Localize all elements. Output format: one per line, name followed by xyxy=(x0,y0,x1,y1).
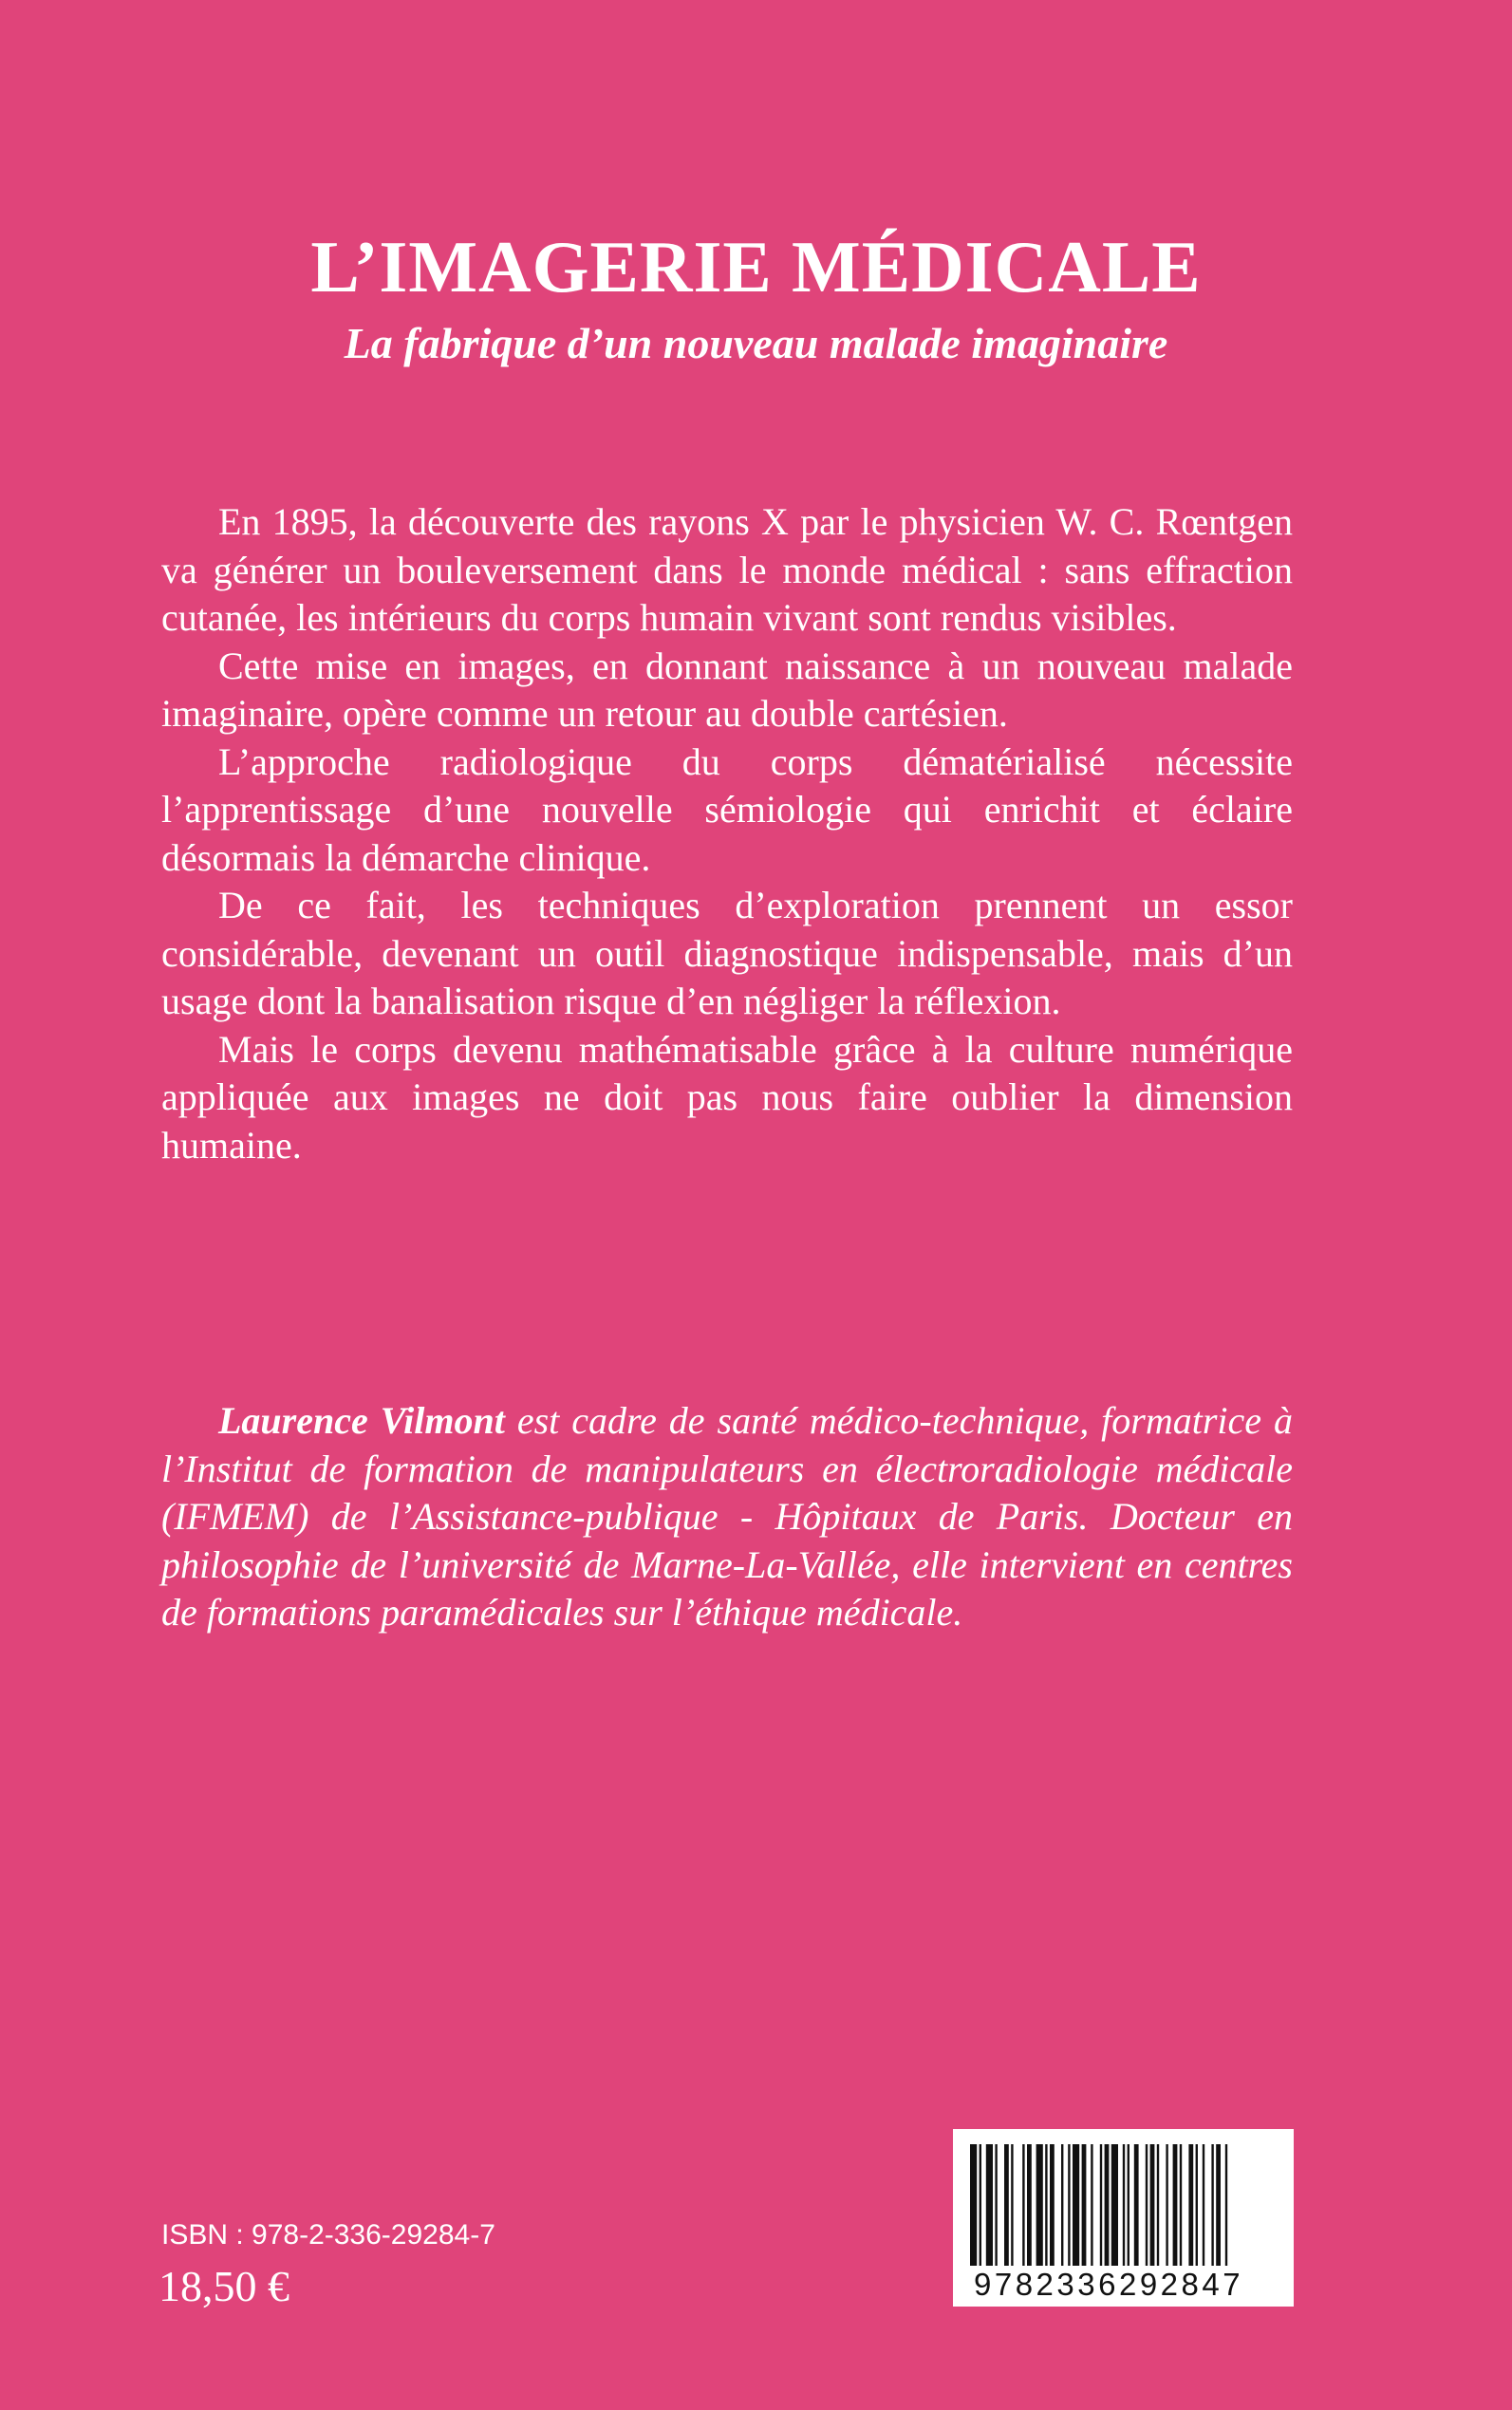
barcode-bar xyxy=(1036,2144,1043,2266)
barcode-bar xyxy=(1011,2144,1013,2266)
barcode-bar xyxy=(1082,2144,1087,2266)
author-bio-text: est cadre de santé médico-technique, formatrice à l’Institut de formation de manipulateurs en électroradiologie médicale (IFMEM) de l’Assistance-publique - Hôpitaux de Paris. Docteur en philosophie de l’université de Marne-La-Vallée, elle intervient en centres de formations paramédicales sur l’éthique médicale. xyxy=(161,1399,1293,1634)
book-subtitle: La fabrique d’un nouveau malade imaginaire xyxy=(344,319,1168,367)
barcode-bar xyxy=(1050,2144,1055,2266)
barcode-bar xyxy=(1211,2144,1213,2266)
barcode-bar xyxy=(1180,2144,1182,2266)
summary-paragraph-4: De ce fait, les techniques d’exploration prennent un essor considérable, devenant un outil diagnostique indispensable, mais d’un usage dont la banalisation risque d’en négliger la réflexion. xyxy=(161,884,1293,1022)
barcode-bar xyxy=(1100,2144,1102,2266)
barcode-bar xyxy=(1173,2144,1178,2266)
barcode-bar xyxy=(1157,2144,1159,2266)
author-bio xyxy=(161,1397,1293,1637)
barcode xyxy=(953,2129,1294,2307)
isbn-label: ISBN : 978-2-336-29284-7 xyxy=(161,2219,495,2251)
book-title: L’IMAGERIE MÉDICALE xyxy=(310,226,1202,308)
barcode-bar xyxy=(1068,2144,1070,2266)
author-name: Laurence Vilmont xyxy=(218,1399,505,1442)
barcode-bar xyxy=(1073,2144,1079,2266)
barcode-bar xyxy=(1134,2144,1139,2266)
barcode-bar xyxy=(986,2144,993,2266)
barcode-bar xyxy=(1166,2144,1167,2266)
barcode-bar xyxy=(1111,2144,1118,2266)
barcode-bar xyxy=(995,2144,997,2266)
barcode-bar xyxy=(1196,2144,1198,2266)
barcode-bar xyxy=(980,2144,981,2266)
barcode-bar xyxy=(1188,2144,1193,2266)
barcode-bar xyxy=(1203,2144,1204,2266)
barcode-bar xyxy=(1146,2144,1148,2266)
barcode-bar xyxy=(1128,2144,1129,2266)
barcode-bar xyxy=(1105,2144,1110,2266)
summary-paragraph-5: Mais le corps devenu mathématisable grâce à la culture numérique appliquée aux images ne doit pas nous faire oublier la dimension humaine. xyxy=(161,1027,1293,1167)
barcode-digits: 9782336292847 xyxy=(974,2267,1244,2302)
summary-paragraph-1: En 1895, la découverte des rayons X par le physicien W. C. Rœntgen va générer un bouleversement dans le monde médical : sans effraction cutanée, les intérieurs du corps humain vivant sont rendus visibles. xyxy=(161,500,1293,639)
barcode-bar xyxy=(1091,2144,1092,2266)
barcode-bar xyxy=(1027,2144,1032,2266)
barcode-bar xyxy=(1150,2144,1155,2266)
barcode-bar xyxy=(1045,2144,1047,2266)
barcode-bar xyxy=(1216,2144,1221,2266)
barcode-bar xyxy=(1225,2144,1227,2266)
barcode-bar xyxy=(1022,2144,1024,2266)
barcode-bar xyxy=(1123,2144,1125,2266)
summary-paragraph-2: Cette mise en images, en donnant naissance à un nouveau malade imaginaire, opère comme un retour au double cartésien. xyxy=(161,644,1293,735)
back-cover-summary xyxy=(161,498,1293,1169)
barcode-bar xyxy=(1061,2144,1063,2266)
price-label: 18,50 € xyxy=(159,2262,289,2310)
barcode-bar xyxy=(970,2144,977,2266)
summary-paragraph-3: L’approche radiologique du corps dématérialisé nécessite l’apprentissage d’une nouvelle sémiologie qui enrichit et éclaire désormais la démarche clinique. xyxy=(161,739,1293,879)
barcode-bar xyxy=(1004,2144,1009,2266)
